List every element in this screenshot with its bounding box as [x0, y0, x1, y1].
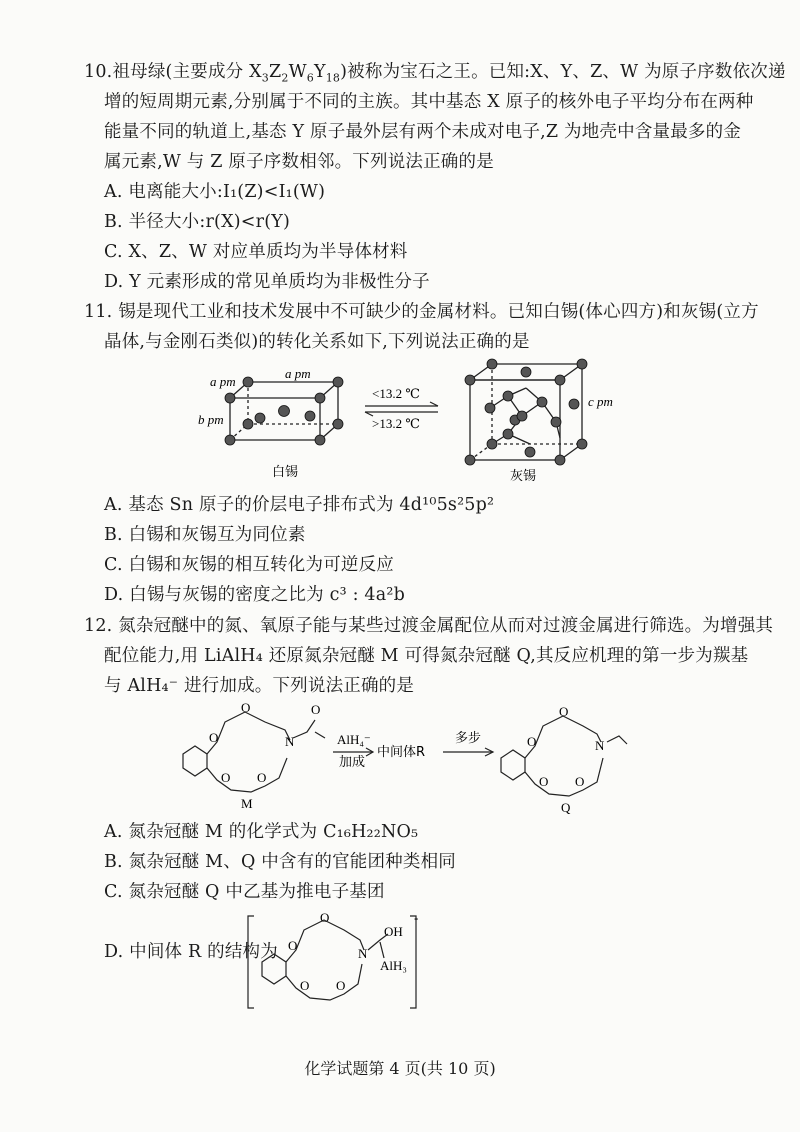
- q12-stem-line-3: 与 AlH₄⁻ 进行加成。下列说法正确的是: [104, 676, 415, 696]
- q12-stem-line-1: 12. 氮杂冠醚中的氮、氧原子能与某些过渡金属配位从而对过渡金属进行筛选。为增强其: [84, 616, 774, 636]
- q11-stem-line-1: 11. 锡是现代工业和技术发展中不可缺少的金属材料。已知白锡(体心四方)和灰锡(立方: [84, 302, 759, 322]
- q11-option-a: A. 基态 Sn 原子的价层电子排布式为 4d¹⁰5s²5p²: [104, 495, 495, 515]
- white-tin-a-left: a pm: [210, 374, 236, 389]
- gray-tin-c: c pm: [588, 394, 613, 409]
- m-carbonyl-o: O: [311, 702, 321, 717]
- r-o3: O: [300, 978, 310, 993]
- q11-option-d: D. 白锡与灰锡的密度之比为 c³ : 4a²b: [104, 585, 406, 605]
- q-n: N: [595, 738, 605, 753]
- m-o4: O: [257, 770, 267, 785]
- q11-option-b: B. 白锡和灰锡互为同位素: [104, 525, 306, 545]
- label-m: M: [241, 796, 253, 811]
- arrow-forward-condition: <13.2 ℃: [372, 386, 420, 401]
- q-o1: O: [527, 734, 537, 749]
- tin-crystal-figure: [190, 358, 630, 488]
- step1-addition: 加成: [339, 755, 366, 770]
- q10-option-d: D. Y 元素形成的常见单质均为非极性分子: [104, 272, 430, 292]
- page-footer: 化学试题第 4 页(共 10 页): [304, 1059, 496, 1078]
- q10-stem-line-4: 属元素,W 与 Z 原子序数相邻。下列说法正确的是: [104, 152, 494, 172]
- q10-stem-line-3: 能量不同的轨道上,基态 Y 原子最外层有两个未成对电子,Z 为地壳中含量最多的金: [104, 122, 742, 142]
- label-q: Q: [561, 800, 571, 815]
- q12-option-a: A. 氮杂冠醚 M 的化学式为 C₁₆H₂₂NO₅: [104, 822, 419, 842]
- white-tin-label: 白锡: [272, 465, 299, 480]
- q10-stem-line-2: 增的短周期元素,分别属于不同的主族。其中基态 X 原子的核外电子平均分布在两种: [104, 92, 754, 112]
- white-tin-b: b pm: [198, 412, 224, 427]
- intermediate-r: 中间体R: [377, 745, 426, 760]
- r-oh: OH: [384, 924, 403, 939]
- arrow-backward-condition: >13.2 ℃: [372, 416, 420, 431]
- q11-option-c: C. 白锡和灰锡的相互转化为可逆反应: [104, 555, 394, 575]
- white-tin-a-top: a pm: [285, 366, 311, 381]
- r-o1: O: [288, 938, 298, 953]
- q10-option-b: B. 半径大小:r(X)<r(Y): [104, 212, 290, 232]
- q12-option-c: C. 氮杂冠醚 Q 中乙基为推电子基团: [104, 882, 385, 902]
- q-o3: O: [539, 774, 549, 789]
- q12-stem-line-2: 配位能力,用 LiAlH₄ 还原氮杂冠醚 M 可得氮杂冠醚 Q,其反应机理的第一步为羰基: [104, 646, 749, 666]
- r-o2: O: [320, 912, 330, 925]
- m-o3: O: [221, 770, 231, 785]
- q-o2: O: [559, 704, 569, 719]
- r-alh3: AlH₃: [380, 958, 407, 973]
- q10-option-c: C. X、Z、W 对应单质均为半导体材料: [104, 242, 408, 262]
- intermediate-r-structure: [244, 912, 424, 1012]
- reagent-alh4: AlH₄⁻: [337, 732, 371, 747]
- q12-option-d: D. 中间体 R 的结构为: [104, 942, 278, 962]
- q10-option-a: A. 电离能大小:I₁(Z)<I₁(W): [104, 182, 326, 202]
- gray-tin-label: 灰锡: [510, 469, 537, 484]
- q12-option-b: B. 氮杂冠醚 M、Q 中含有的官能团种类相同: [104, 852, 456, 872]
- step2-multistep: 多步: [455, 731, 482, 746]
- molecule-m: [183, 712, 325, 792]
- q10-stem-line-1: 10.祖母绿(主要成分 $X_3Z_2W_6Y_{18}$)被称为宝石之王。已知:X、Y、Z、W 为原子序数依次递: [84, 62, 786, 85]
- m-o2: O: [241, 700, 251, 715]
- r-o4: O: [336, 978, 346, 993]
- m-o1: O: [209, 730, 219, 745]
- r-charge: -: [414, 912, 419, 925]
- m-n: N: [285, 734, 295, 749]
- q11-stem-line-2: 晶体,与金刚石类似)的转化关系如下,下列说法正确的是: [104, 332, 530, 352]
- r-n: N: [358, 946, 368, 961]
- transformation-arrows: [365, 402, 438, 416]
- molecule-q: [501, 716, 627, 796]
- q-o4: O: [575, 774, 585, 789]
- crown-ether-reaction-scheme: [165, 700, 685, 820]
